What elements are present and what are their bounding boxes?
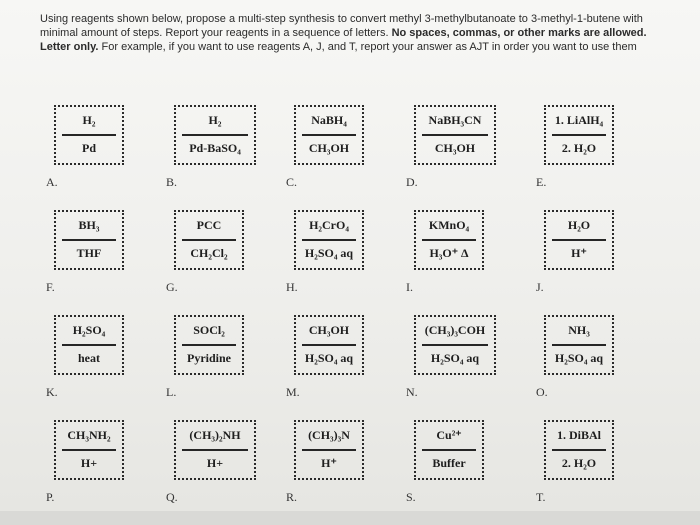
reagent-top: SOCl₂ <box>193 323 225 337</box>
reagent-divider <box>302 134 356 136</box>
reagent-letter: O. <box>536 385 548 399</box>
reagent-bottom: H₂SO₄ aq <box>304 351 354 365</box>
reagent-bottom: Pd <box>81 141 96 155</box>
reagent-divider <box>422 239 476 241</box>
question-rule: No spaces, commas, or other marks are allowed. Letter only. <box>40 27 647 53</box>
reagent-divider <box>62 449 116 451</box>
reagent-bottom: H₂SO₄ aq <box>304 246 354 260</box>
reagent-bottom: CH₃OH <box>434 141 476 155</box>
reagent-top: PCC <box>196 218 222 232</box>
reagent-letter: B. <box>166 175 178 189</box>
reagent-top: (CH₃)₂NH <box>189 428 241 442</box>
reagent-divider <box>182 344 236 346</box>
question-intro: Using reagents shown below, propose a multi-step synthesis to convert methyl 3-methylbutanoate to 3-methyl-1-butene with minimal amount of steps. Report your reagents in a sequence of letters. <box>40 13 643 39</box>
reagent-box <box>294 210 364 270</box>
reagent-top: Cu²⁺ <box>436 428 462 442</box>
reagent-letter: A. <box>46 175 58 189</box>
reagent-letter: L. <box>166 385 177 399</box>
reagent-box <box>544 315 614 375</box>
reagent-P[interactable] <box>46 420 166 525</box>
reagent-B[interactable] <box>166 105 286 210</box>
reagent-S[interactable] <box>406 420 526 525</box>
reagent-divider <box>552 344 606 346</box>
reagent-box <box>544 210 614 270</box>
reagent-letter: H. <box>286 280 298 294</box>
reagent-bottom: H+ <box>206 456 224 470</box>
reagent-F[interactable] <box>46 210 166 315</box>
reagent-divider <box>182 239 236 241</box>
reagent-J[interactable] <box>536 210 656 315</box>
reagent-letter: C. <box>286 175 298 189</box>
reagent-bottom: H₂SO₄ aq <box>430 351 480 365</box>
reagent-top: 1. DiBAl <box>556 428 601 442</box>
reagent-top: NaBH₃CN <box>428 113 482 127</box>
reagent-R[interactable] <box>286 420 406 525</box>
reagent-E[interactable] <box>536 105 656 210</box>
reagent-box <box>544 420 614 480</box>
reagent-K[interactable] <box>46 315 166 420</box>
reagent-box <box>294 420 364 480</box>
reagent-letter: S. <box>406 490 416 504</box>
reagent-T[interactable] <box>536 420 656 525</box>
reagent-letter: M. <box>286 385 300 399</box>
reagent-top: H₂ <box>82 113 96 127</box>
reagent-letter: P. <box>46 490 55 504</box>
reagent-letter: N. <box>406 385 418 399</box>
reagent-top: CH₃NH₂ <box>67 428 111 442</box>
reagent-box <box>544 105 614 165</box>
reagent-bottom: Pd-BaSO₄ <box>189 141 241 155</box>
reagent-divider <box>62 344 116 346</box>
reagent-bottom: THF <box>76 246 102 260</box>
reagent-letter: I. <box>406 280 413 294</box>
reagent-letter: T. <box>536 490 546 504</box>
reagent-letter: Q. <box>166 490 178 504</box>
reagent-top: H₂O <box>567 218 591 232</box>
reagent-divider <box>302 239 356 241</box>
reagent-divider <box>422 134 488 136</box>
reagent-H[interactable] <box>286 210 406 315</box>
reagent-top: (CH₃)₃N <box>308 428 350 442</box>
reagent-top: (CH₃)₃COH <box>424 323 486 337</box>
reagent-box <box>174 210 244 270</box>
reagent-bottom: CH₃OH <box>308 141 350 155</box>
reagent-divider <box>182 134 248 136</box>
reagent-M[interactable] <box>286 315 406 420</box>
reagent-bottom: H⁺ <box>321 456 337 470</box>
reagent-I[interactable] <box>406 210 526 315</box>
reagent-box <box>54 105 124 165</box>
reagent-divider <box>182 449 248 451</box>
reagent-divider <box>62 239 116 241</box>
reagent-box <box>54 420 124 480</box>
reagent-box <box>54 210 124 270</box>
reagent-top: CH₃OH <box>308 323 350 337</box>
reagent-top: H₂SO₄ <box>72 323 106 337</box>
reagent-box <box>174 315 244 375</box>
reagent-bottom: H₂SO₄ aq <box>554 351 604 365</box>
reagent-divider <box>62 134 116 136</box>
reagent-L[interactable] <box>166 315 286 420</box>
reagent-box <box>414 420 484 480</box>
reagent-D[interactable] <box>406 105 526 210</box>
reagent-divider <box>552 134 606 136</box>
reagent-divider <box>552 239 606 241</box>
reagent-bottom: H₃O⁺ Δ <box>429 246 469 260</box>
reagent-box <box>174 420 256 480</box>
reagent-top: KMnO₄ <box>428 218 470 232</box>
reagent-C[interactable] <box>286 105 406 210</box>
reagent-divider <box>422 449 476 451</box>
reagent-box <box>414 210 484 270</box>
reagent-N[interactable] <box>406 315 526 420</box>
reagent-top: H₂CrO₄ <box>309 218 349 232</box>
reagent-bottom: 2. H₂O <box>561 456 597 470</box>
reagent-top: 1. LiAlH₄ <box>554 113 604 127</box>
reagent-top: NaBH₄ <box>311 113 347 127</box>
reagent-divider <box>552 449 606 451</box>
reagent-G[interactable] <box>166 210 286 315</box>
reagent-divider <box>422 344 488 346</box>
reagent-letter: D. <box>406 175 418 189</box>
reagent-box <box>174 105 256 165</box>
reagent-letter: R. <box>286 490 298 504</box>
reagent-bottom: Buffer <box>432 456 466 470</box>
reagent-letter: F. <box>46 280 55 294</box>
question-example: For example, if you want to use reagents A, J, and T, report your answer as AJT in order you want to use them <box>98 41 637 53</box>
reagent-letter: E. <box>536 175 547 189</box>
reagent-bottom: H+ <box>80 456 98 470</box>
reagent-box <box>294 105 364 165</box>
reagent-box <box>414 315 496 375</box>
reagent-A[interactable] <box>46 105 166 210</box>
reagent-bottom: H⁺ <box>571 246 587 260</box>
reagent-divider <box>302 449 356 451</box>
reagent-O[interactable] <box>536 315 656 420</box>
reagent-letter: K. <box>46 385 58 399</box>
reagent-letter: G. <box>166 280 178 294</box>
reagent-bottom: 2. H₂O <box>561 141 597 155</box>
reagent-top: NH₃ <box>568 323 590 337</box>
reagent-box <box>414 105 496 165</box>
reagent-top: BH₃ <box>78 218 100 232</box>
reagent-box <box>294 315 364 375</box>
reagent-bottom: CH₂Cl₂ <box>190 246 228 260</box>
reagent-top: H₂ <box>208 113 222 127</box>
reagent-box <box>54 315 124 375</box>
reagent-Q[interactable] <box>166 420 286 525</box>
reagent-bottom: Pyridine <box>187 351 231 365</box>
reagent-bottom: heat <box>78 351 100 365</box>
reagent-letter: J. <box>536 280 544 294</box>
reagent-divider <box>302 344 356 346</box>
